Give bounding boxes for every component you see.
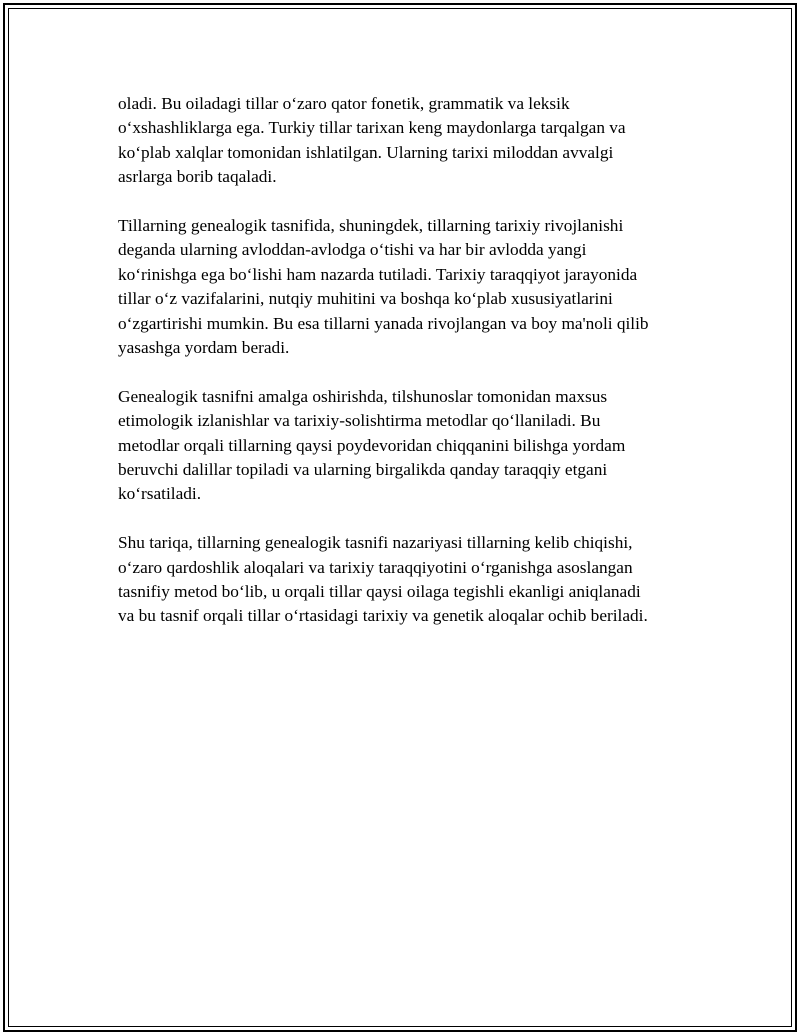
text-line: Shu tariqa, tillarning genealogik tasnifi nazariyasi tillarning kelib chiqishi,: [118, 533, 633, 553]
text-line: Genealogik tasnifni amalga oshirishda, tilshunoslar tomonidan maxsus: [118, 386, 608, 406]
text-line: o‘xshashliklarga ega. Turkiy tillar tarixan keng maydonlarga tarqalgan va: [118, 118, 626, 138]
document-body: [118, 92, 698, 653]
paragraph-4: [118, 531, 698, 629]
text-line: o‘zaro qardoshlik aloqalari va tarixiy taraqqiyotini o‘rganishga asoslangan: [118, 557, 633, 577]
text-line: o‘zgartirishi mumkin. Bu esa tillarni yanada rivojlangan va boy ma'noli qilib: [118, 313, 649, 333]
text-line: yasashga yordam beradi.: [118, 338, 290, 358]
text-line: asrlarga borib taqaladi.: [118, 167, 277, 187]
text-line: ko‘rsatiladi.: [118, 484, 202, 504]
paragraph-2: [118, 214, 698, 360]
text-line: deganda ularning avloddan-avlodga o‘tishi va har bir avlodda yangi: [118, 240, 587, 260]
text-line: ko‘plab xalqlar tomonidan ishlatilgan. Ularning tarixi miloddan avvalgi: [118, 142, 614, 162]
text-line: Tillarning genealogik tasnifida, shuningdek, tillarning tarixiy rivojlanishi: [118, 216, 624, 236]
text-line: tasnifiy metod bo‘lib, u orqali tillar qaysi oilaga tegishli ekanligi aniqlanadi: [118, 582, 641, 602]
text-line: etimologik izlanishlar va tarixiy-solishtirma metodlar qo‘llaniladi. Bu: [118, 411, 601, 431]
text-line: beruvchi dalillar topiladi va ularning birgalikda qanday taraqqiy etgani: [118, 460, 608, 480]
text-line: ko‘rinishga ega bo‘lishi ham nazarda tutiladi. Tarixiy taraqqiyot jarayonida: [118, 264, 638, 284]
paragraph-3: [118, 385, 698, 507]
text-line: va bu tasnif orqali tillar o‘rtasidagi tarixiy va genetik aloqalar ochib beriladi.: [118, 606, 648, 626]
text-line: oladi. Bu oiladagi tillar o‘zaro qator fonetik, grammatik va leksik: [118, 94, 570, 113]
text-line: tillar o‘z vazifalarini, nutqiy muhitini va boshqa ko‘plab xususiyatlarini: [118, 289, 613, 309]
paragraph-1: [118, 92, 698, 190]
text-line: metodlar orqali tillarning qaysi poydevoridan chiqqanini bilishga yordam: [118, 435, 626, 455]
